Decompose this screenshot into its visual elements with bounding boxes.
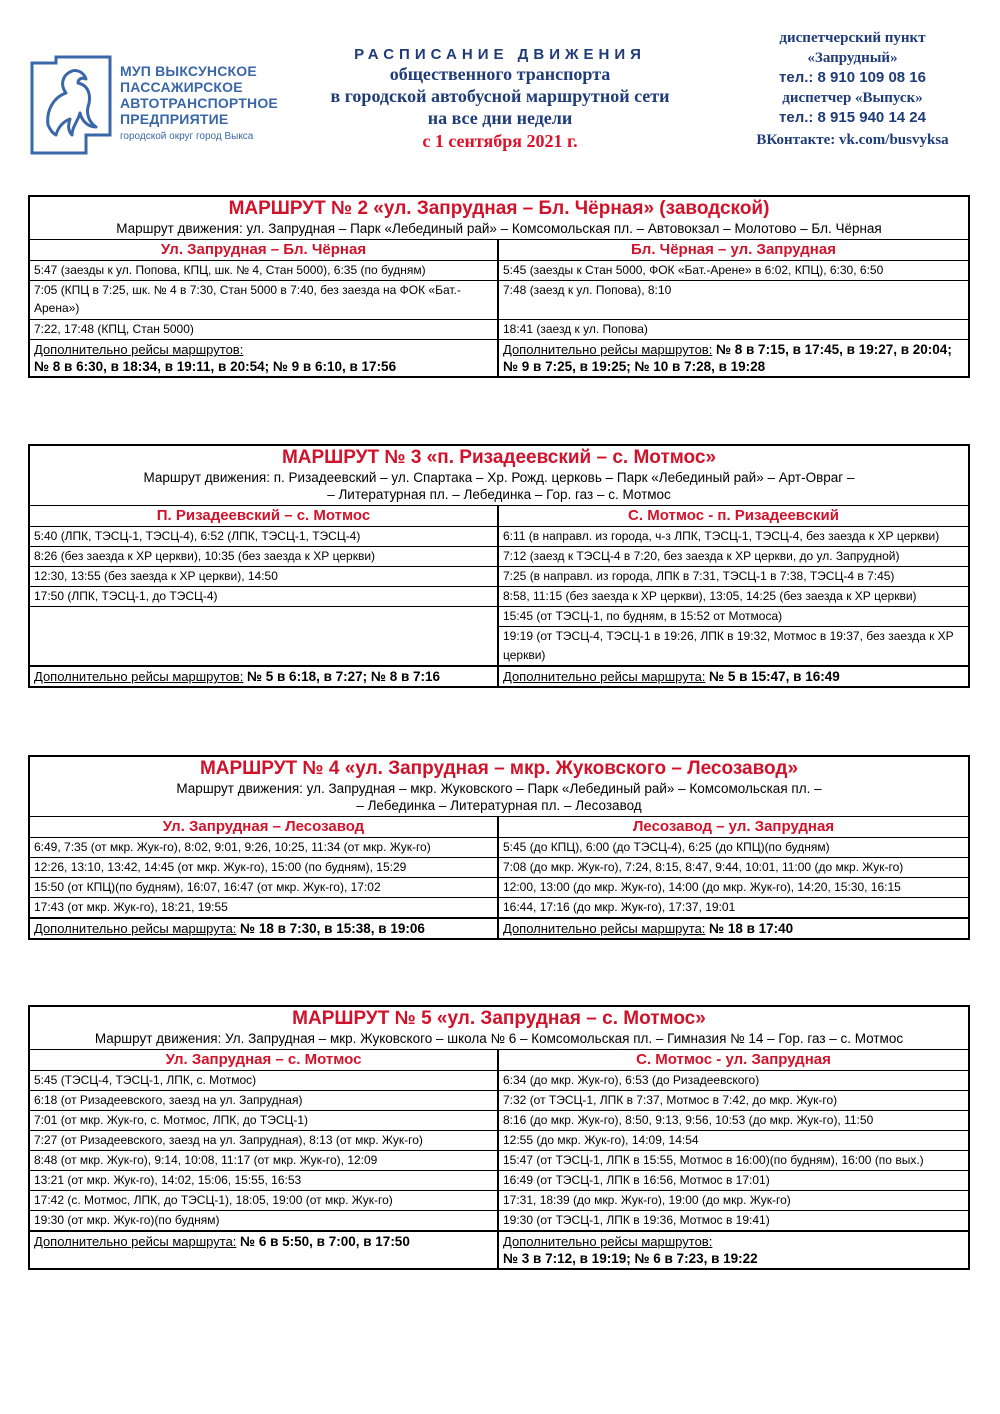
phone-1[interactable]: тел.: 8 910 109 08 16 [779, 69, 926, 86]
schedule-cell: 5:47 (заезды к ул. Попова, КПЦ, шк. № 4, Стан 5000), 6:35 (по будням) [30, 261, 497, 281]
company-name [120, 63, 300, 142]
schedule-cell: 7:27 (от Ризадеевского, заезд на ул. Запрудная), 8:13 (от мкр. Жук-го) [30, 1131, 497, 1151]
route-grid [30, 240, 968, 376]
schedule-cell: 12:30, 13:55 (без заезда к ХР церкви), 14:50 [30, 567, 497, 587]
horse-logo-icon [26, 55, 116, 155]
direction-header: С. Мотмос - ул. Запрудная [499, 1050, 968, 1071]
direction-return [499, 817, 968, 938]
route-header [30, 446, 968, 506]
direction-header: Бл. Чёрная – ул. Запрудная [499, 240, 968, 261]
schedule-cell: 5:40 (ЛПК, ТЭСЦ-1, ТЭСЦ-4), 6:52 (ЛПК, ТЭСЦ-1, ТЭСЦ-4) [30, 527, 497, 547]
extra-trips-value: № 5 в 15:47, в 16:49 [709, 669, 840, 684]
company-name-line: МУП ВЫКСУНСКОЕ [120, 63, 257, 79]
schedule-cell: 8:48 (от мкр. Жук-го), 9:14, 10:08, 11:17 (от мкр. Жук-го), 12:09 [30, 1151, 497, 1171]
direction-return [499, 1050, 968, 1268]
schedule-cell: 15:45 (от ТЭСЦ-1, по будням, в 15:52 от Мотмоса) [499, 607, 968, 627]
schedule-cell: 7:05 (КПЦ в 7:25, шк. № 4 в 7:30, Стан 5000 в 7:40, без заезда на ФОК «Бат.-Арена») [30, 281, 497, 320]
direction-header: С. Мотмос - п. Ризадеевский [499, 506, 968, 527]
route-header [30, 1007, 968, 1050]
schedule-cell: 18:41 (заезд к ул. Попова) [499, 320, 968, 340]
schedule-cell: 19:30 (от мкр. Жук-го)(по будням) [30, 1211, 497, 1231]
route-title: МАРШРУТ № 3 «п. Ризадеевский – с. Мотмос» [281, 447, 717, 468]
route-title: МАРШРУТ № 4 «ул. Запрудная – мкр. Жуковского – Лесозавод» [199, 758, 799, 779]
direction-header: Лесозавод – ул. Запрудная [499, 817, 968, 838]
title-line: общественного транспорта [389, 64, 611, 84]
schedule-cell: 15:47 (от ТЭСЦ-1, ЛПК в 15:55, Мотмос в 16:00)(по будням), 16:00 (по вых.) [499, 1151, 968, 1171]
direction-header: П. Ризадеевский – с. Мотмос [30, 506, 497, 527]
company-name-line: АВТОТРАНСПОРТНОЕ [120, 95, 278, 111]
schedule-cell: 17:42 (с. Мотмос, ЛПК, до ТЭСЦ-1), 18:05, 19:00 (от мкр. Жук-го) [30, 1191, 497, 1211]
direction-header: Ул. Запрудная – Лесозавод [30, 817, 497, 838]
extra-trips-value: № 8 в 7:15, в 17:45, в 19:27, в 20:04; [715, 342, 952, 357]
route-title: МАРШРУТ № 5 «ул. Запрудная – с. Мотмос» [292, 1008, 706, 1029]
route-path: Маршрут движения: ул. Запрудная – мкр. Жуковского – Парк «Лебединый рай» – Комсомольская пл. – [176, 781, 822, 796]
extra-trips-label: Дополнительно рейсы маршрута: [34, 1234, 237, 1249]
schedule-cell: 7:22, 17:48 (КПЦ, Стан 5000) [30, 320, 497, 340]
extra-trips [30, 666, 497, 686]
schedule-cell: 15:50 (от КПЦ)(по будням), 16:07, 16:47 (от мкр. Жук-го), 17:02 [30, 878, 497, 898]
route-header [30, 757, 968, 817]
extra-trips [499, 1231, 968, 1268]
schedule-cell: 17:43 (от мкр. Жук-го), 18:21, 19:55 [30, 898, 497, 918]
contacts-block [735, 28, 970, 152]
direction-header: Ул. Запрудная – Бл. Чёрная [30, 240, 497, 261]
schedule-cell: 6:11 (в направл. из города, ч-з ЛПК, ТЭСЦ-1, ТЭСЦ-4, без заезда к ХР церкви) [499, 527, 968, 547]
title-line: в городской автобусной маршрутной сети [330, 86, 670, 106]
schedule-title [275, 46, 725, 153]
route-grid [30, 506, 968, 686]
route-4-table [28, 755, 970, 940]
route-5-table [28, 1005, 970, 1270]
company-region: городской округ город Выкса [120, 131, 254, 142]
schedule-cell: 6:49, 7:35 (от мкр. Жук-го), 8:02, 9:01, 9:26, 10:25, 11:34 (от мкр. Жук-го) [30, 838, 497, 858]
route-2-table [28, 195, 970, 378]
company-logo [26, 55, 296, 155]
extra-trips-label: Дополнительно рейсы маршрутов: [503, 342, 713, 357]
route-3-table [28, 444, 970, 688]
effective-date: с 1 сентября 2021 г. [422, 131, 578, 151]
schedule-cell: 7:25 (в направл. из города, ЛПК в 7:31, ТЭСЦ-1 в 7:38, ТЭСЦ-4 в 7:45) [499, 567, 968, 587]
company-name-line: ПАССАЖИРСКОЕ [120, 79, 243, 95]
direction-forward [30, 240, 499, 376]
extra-trips-value: № 3 в 7:12, в 19:19; № 6 в 7:23, в 19:22 [503, 1251, 758, 1266]
extra-trips [30, 918, 497, 938]
schedule-cell: 16:44, 17:16 (до мкр. Жук-го), 17:37, 19:01 [499, 898, 968, 918]
dispatch-point-label: диспетчерский пункт [779, 30, 926, 46]
schedule-cell-empty [30, 607, 497, 666]
schedule-cell: 8:16 (до мкр. Жук-го), 8:50, 9:13, 9:56, 10:53 (до мкр. Жук-го), 11:50 [499, 1111, 968, 1131]
company-name-line: ПРЕДПРИЯТИЕ [120, 111, 229, 127]
route-title: МАРШРУТ № 2 «ул. Запрудная – Бл. Чёрная» (заводской) [228, 198, 770, 219]
extra-trips [499, 666, 968, 686]
route-path: – Лебединка – Литературная пл. – Лесозавод [356, 798, 642, 813]
title-line: на все дни недели [427, 108, 573, 128]
title-spaced: РАСПИСАНИЕ ДВИЖЕНИЯ [354, 46, 646, 63]
schedule-cell: 7:12 (заезд к ТЭСЦ-4 в 7:20, без заезда к ХР церкви, до ул. Запрудной) [499, 547, 968, 567]
schedule-cell: 5:45 (заезды к Стан 5000, ФОК «Бат.-Арене» в 6:02, КПЦ), 6:30, 6:50 [499, 261, 968, 281]
schedule-cell: 12:26, 13:10, 13:42, 14:45 (от мкр. Жук-го), 15:00 (по будням), 15:29 [30, 858, 497, 878]
extra-trips-label: Дополнительно рейсы маршрута: [503, 921, 706, 936]
schedule-cell: 6:18 (от Ризадеевского, заезд на ул. Запрудная) [30, 1091, 497, 1111]
schedule-cell: 5:45 (до КПЦ), 6:00 (до ТЭСЦ-4), 6:25 (до КПЦ)(по будням) [499, 838, 968, 858]
schedule-cell: 19:19 (от ТЭСЦ-4, ТЭСЦ-1 в 19:26, ЛПК в 19:32, Мотмос в 19:37, без заезда к ХР церкви) [499, 627, 968, 666]
extra-trips-value: № 18 в 7:30, в 15:38, в 19:06 [240, 921, 425, 936]
extra-trips-label: Дополнительно рейсы маршрутов: [503, 1234, 713, 1249]
schedule-cell: 17:31, 18:39 (до мкр. Жук-го), 19:00 (до мкр. Жук-го) [499, 1191, 968, 1211]
extra-trips [499, 340, 968, 376]
schedule-cell: 12:00, 13:00 (до мкр. Жук-го), 14:00 (до мкр. Жук-го), 14:20, 15:30, 16:15 [499, 878, 968, 898]
direction-return [499, 240, 968, 376]
dispatcher-label: диспетчер «Выпуск» [782, 90, 923, 106]
extra-trips-label: Дополнительно рейсы маршрутов: [34, 669, 244, 684]
extra-trips [499, 918, 968, 938]
direction-forward [30, 1050, 499, 1268]
dispatch-point-name: «Запрудный» [807, 50, 898, 66]
schedule-cell: 7:08 (до мкр. Жук-го), 7:24, 8:15, 8:47, 9:44, 10:01, 11:00 (до мкр. Жук-го) [499, 858, 968, 878]
vk-link[interactable]: ВКонтакте: vk.com/busvyksa [756, 132, 949, 148]
schedule-cell: 7:48 (заезд к ул. Попова), 8:10 [499, 281, 968, 320]
extra-trips [30, 1231, 497, 1268]
route-grid [30, 1050, 968, 1268]
schedule-cell: 6:34 (до мкр. Жук-го), 6:53 (до Ризадеевского) [499, 1071, 968, 1091]
schedule-cell: 8:26 (без заезда к ХР церкви), 10:35 (без заезда к ХР церкви) [30, 547, 497, 567]
route-path: Маршрут движения: ул. Запрудная – Парк «Лебединый рай» – Комсомольская пл. – Автовокзал – Молотово – Бл. Чёрная [116, 221, 882, 236]
extra-trips-label: Дополнительно рейсы маршрута: [34, 921, 237, 936]
schedule-cell: 7:32 (от ТЭСЦ-1, ЛПК в 7:37, Мотмос в 7:42, до мкр. Жук-го) [499, 1091, 968, 1111]
phone-2[interactable]: тел.: 8 915 940 14 24 [779, 109, 926, 126]
route-grid [30, 817, 968, 938]
extra-trips-value: № 6 в 5:50, в 7:00, в 17:50 [240, 1234, 410, 1249]
extra-trips-label: Дополнительно рейсы маршрутов: [34, 342, 244, 357]
schedule-cell: 13:21 (от мкр. Жук-го), 14:02, 15:06, 15:55, 16:53 [30, 1171, 497, 1191]
route-path: Маршрут движения: Ул. Запрудная – мкр. Жуковского – школа № 6 – Комсомольская пл. – Гимназия № 14 – Гор. газ – с. Мотмос [94, 1031, 904, 1046]
extra-trips-value: № 5 в 6:18, в 7:27; № 8 в 7:16 [246, 669, 441, 684]
extra-trips-value: № 8 в 6:30, в 18:34, в 19:11, в 20:54; № 9 в 6:10, в 17:56 [34, 359, 397, 374]
schedule-cell: 16:49 (от ТЭСЦ-1, ЛПК в 16:56, Мотмос в 17:01) [499, 1171, 968, 1191]
extra-trips-label: Дополнительно рейсы маршрута: [503, 669, 706, 684]
page-header [0, 0, 1000, 180]
schedule-cell: 19:30 (от ТЭСЦ-1, ЛПК в 19:36, Мотмос в 19:41) [499, 1211, 968, 1231]
extra-trips [30, 340, 497, 376]
route-header [30, 197, 968, 240]
direction-header: Ул. Запрудная – с. Мотмос [30, 1050, 497, 1071]
direction-forward [30, 817, 499, 938]
extra-trips-value: № 18 в 17:40 [709, 921, 794, 936]
schedule-cell: 7:01 (от мкр. Жук-го, с. Мотмос, ЛПК, до ТЭСЦ-1) [30, 1111, 497, 1131]
schedule-cell: 17:50 (ЛПК, ТЭСЦ-1, до ТЭСЦ-4) [30, 587, 497, 607]
extra-trips-value: № 9 в 7:25, в 19:25; № 10 в 7:28, в 19:28 [503, 359, 766, 374]
schedule-cell: 8:58, 11:15 (без заезда к ХР церкви), 13:05, 14:25 (без заезда к ХР церкви) [499, 587, 968, 607]
schedule-cell: 12:55 (до мкр. Жук-го), 14:09, 14:54 [499, 1131, 968, 1151]
direction-forward [30, 506, 499, 686]
route-path: – Литературная пл. – Лебединка – Гор. газ – с. Мотмос [327, 487, 671, 502]
schedule-cell: 5:45 (ТЭСЦ-4, ТЭСЦ-1, ЛПК, с. Мотмос) [30, 1071, 497, 1091]
direction-return [499, 506, 968, 686]
route-path: Маршрут движения: п. Ризадеевский – ул. Спартака – Хр. Рожд. церковь – Парк «Лебединый рай» – Арт-Овраг – [143, 470, 855, 485]
